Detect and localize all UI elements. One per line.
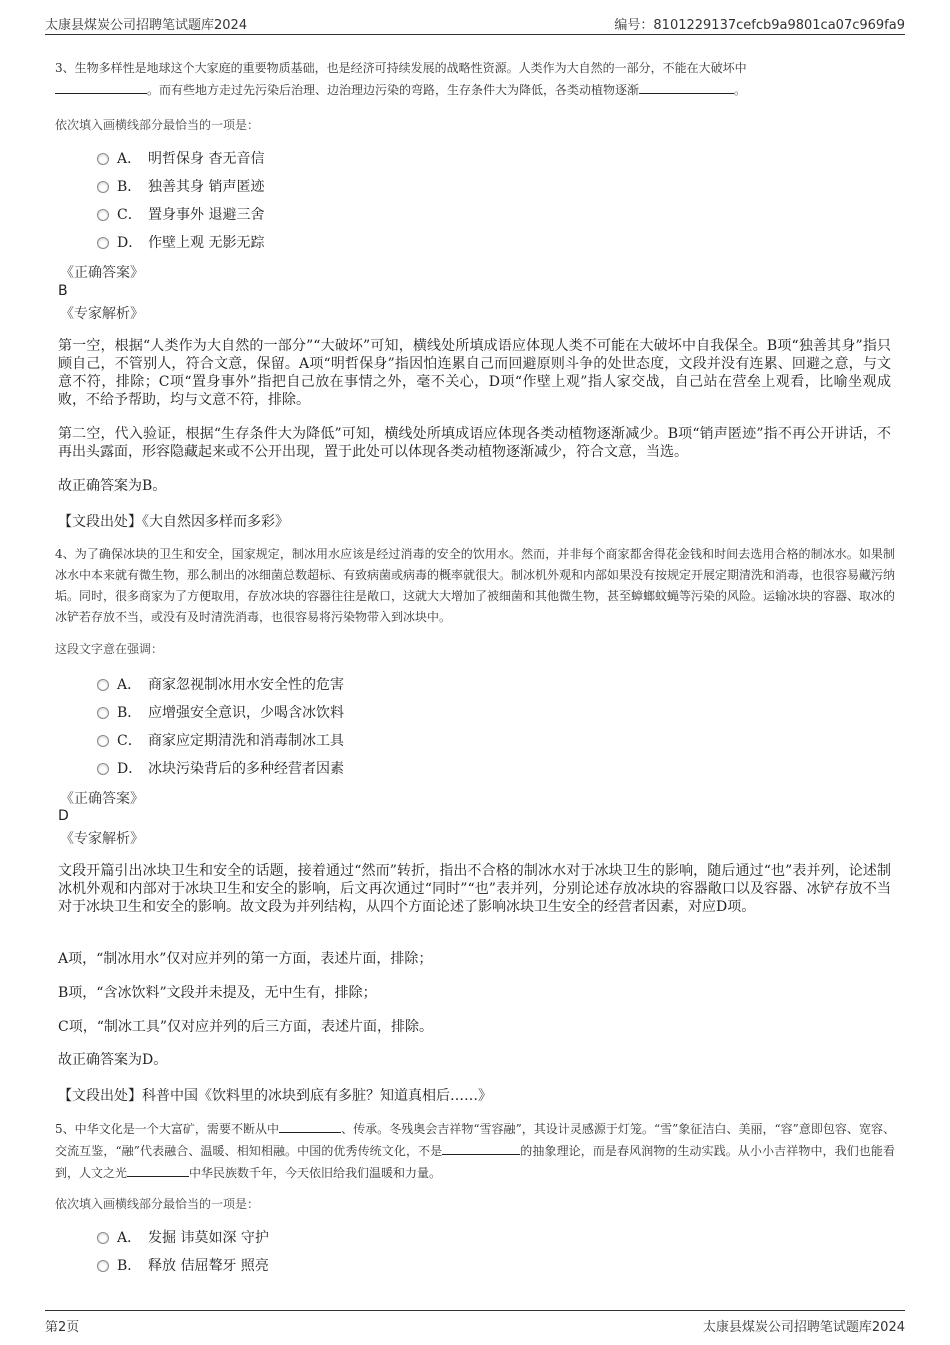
q4-analysis-para-1: 文段开篇引出冰块卫生和安全的话题，接着通过“然而”转折，指出不合格的制冰水对于冰块卫生的影响，随后通过“也”表并列，论述制冰机外观和内部对于冰块卫生和安全的影响，后文再次通过“同时”“也”表并列，分别论述存放冰块的容器敞口以及容器、冰铲存放不当对于冰块卫生和安全的影响。故文段为并列结构，从四个方面论述了影响冰块卫生安全的经营者因素，对应D项。 (58, 863, 891, 915)
q3-analysis-para-3: 故正确答案为B。 (58, 478, 167, 494)
header-code: 编号：8101229137cefcb9a9801ca07c969fa9 (614, 18, 905, 33)
q5-stem-part-b: 、传承。冬残奥会吉祥物“雪容融”，其设计灵感源于灯笼。“雪”象征洁白、美丽，“容”意即包容、宽容、交流互鉴，“融”代表融合、温暖、相知相融。中国的优秀传统文化，不是 (55, 1122, 896, 1158)
option-key: A． (117, 677, 142, 693)
q4-analysis-para-2: A项，“制冰用水”仅对应并列的第一方面，表述片面，排除； (58, 951, 433, 967)
q3-stem (55, 58, 895, 101)
option-text: 商家忽视制冰用水安全性的危害 (148, 677, 344, 693)
option-key: D． (117, 761, 143, 777)
option-key: B． (117, 705, 142, 721)
option-key: A． (117, 1230, 142, 1246)
q4-stem: 4、为了确保冰块的卫生和安全，国家规定，制冰用水应该是经过消毒的安全的饮用水。然而，并非每个商家都舍得花金钱和时间去选用合格的制冰水。如果制冰水中本来就有微生物，那么制出的冰细菌总数超标、有致病菌或病毒的概率就很大。制冰机外观和内部如果没有按规定开展定期清洗和消毒，也很容易藏污纳垢。同时，很多商家为了方便取用，存放冰块的容器往往是敞口，这就大大增加了被细菌和其他微生物，甚至蟑螂蚊蝇等污染的风险。运输冰块的容器、取冰的冰铲若存放不当，或没有及时清洗消毒，也很容易将污染物带入到冰块中。 (55, 547, 896, 624)
q5-blank-1 (279, 1118, 341, 1133)
page-footer (45, 1310, 905, 1335)
option-text: 商家应定期清洗和消毒制冰工具 (148, 733, 344, 749)
option-text: 明哲保身 杳无音信 (148, 151, 265, 167)
q4-prompt: 这段文字意在强调： (55, 642, 164, 656)
option-text: 独善其身 销声匿迹 (148, 179, 265, 195)
q5-stem-part-a: 5、中华文化是一个大富矿，需要不断从中 (55, 1122, 280, 1136)
q3-analysis-label: 《专家解析》 (60, 306, 144, 322)
q4-analysis-para-5: 故正确答案为D。 (58, 1052, 168, 1068)
option-text: 释放 佶屈聱牙 照亮 (148, 1258, 269, 1274)
option-key: C． (117, 733, 142, 749)
q4-analysis-para-4: C项，“制冰工具”仅对应并列的后三方面，表述片面，排除。 (58, 1019, 434, 1035)
radio-icon[interactable] (97, 181, 109, 193)
option-key: A． (117, 151, 142, 167)
radio-icon[interactable] (97, 763, 109, 775)
q4-analysis-para-3: B项，“含冰饮料”文段并未提及，无中生有，排除； (58, 985, 377, 1001)
q3-prompt: 依次填入画横线部分最恰当的一项是： (55, 118, 260, 132)
q3-analysis-para-2: 第二空，代入验证，根据“生存条件大为降低”可知，横线处所填成语应体现各类动植物逐渐减少。B项“销声匿迹”指不再公开讲话，不再出头露面，形容隐藏起来或不公开出现，置于此处可以体现各类动植物逐渐减少，符合文意，当选。 (58, 426, 891, 460)
option-text: 发掘 讳莫如深 守护 (148, 1230, 269, 1246)
option-text: 应增强安全意识，少喝含冰饮料 (148, 705, 344, 721)
q4-analysis-label: 《专家解析》 (60, 831, 144, 847)
q3-stem-part-c: 。 (734, 83, 747, 97)
option-key: D． (117, 235, 143, 251)
footer-title: 太康县煤炭公司招聘笔试题库2024 (702, 1320, 905, 1335)
radio-icon[interactable] (97, 209, 109, 221)
radio-icon[interactable] (97, 707, 109, 719)
q3-stem-part-b: 。而有些地方走过先污染后治理、边治理边污染的弯路，生存条件大为降低，各类动植物逐渐 (147, 83, 640, 97)
option-text: 置身事外 退避三舍 (148, 207, 265, 223)
q3-analysis-para-1: 第一空，根据“人类作为大自然的一部分”“大破坏”可知，横线处所填成语应体现人类不可能在大破坏中自我保全。B项“独善其身”指只顾自己，不管别人，符合文意，保留。A项“明哲保身”指因怕连累自己而回避原则斗争的处世态度，文段并没有连累、回避之意，与文意不符，排除；C项“置身事外”指把自己放在事情之外，毫不关心，D项“作壁上观”指人家交战，自己站在营垒上观看，比喻坐观成败，不给予帮助，均与文意不符，排除。 (58, 338, 891, 408)
option-key: B． (117, 1258, 142, 1274)
q3-stem-part-a: 3、生物多样性是地球这个大家庭的重要物质基础，也是经济可持续发展的战略性资源。人类作为大自然的一部分，不能在大破坏中 (55, 61, 747, 75)
page-header (45, 10, 905, 35)
radio-icon[interactable] (97, 679, 109, 691)
radio-icon[interactable] (97, 1232, 109, 1244)
option-text: 冰块污染背后的多种经营者因素 (148, 761, 344, 777)
q5-prompt: 依次填入画横线部分最恰当的一项是： (55, 1197, 260, 1211)
q3-answer-label: 《正确答案》 (60, 265, 144, 281)
q4-answer: D (58, 808, 69, 824)
radio-icon[interactable] (97, 153, 109, 165)
radio-icon[interactable] (97, 237, 109, 249)
q5-blank-2 (442, 1140, 520, 1155)
q5-blank-3 (127, 1162, 189, 1177)
q5-stem-part-d: 中华民族数千年，今天依旧给我们温暖和力量。 (189, 1166, 442, 1180)
q3-answer: B (58, 283, 68, 299)
q3-source: 【文段出处】《大自然因多样而多彩》 (58, 514, 289, 530)
q3-blank-2 (639, 79, 734, 94)
radio-icon[interactable] (97, 735, 109, 747)
option-key: B． (117, 179, 142, 195)
q4-source: 【文段出处】科普中国《饮料里的冰块到底有多脏？知道真相后……》 (58, 1088, 492, 1104)
q4-answer-label: 《正确答案》 (60, 791, 144, 807)
radio-icon[interactable] (97, 1260, 109, 1272)
page-number: 第2页 (45, 1320, 80, 1335)
q5-stem-part-c: 的抽象理论，而是春风润物的生动实践。从小小吉祥物中，我们也能看到，人文之光 (55, 1144, 895, 1180)
option-text: 作壁上观 无影无踪 (148, 235, 265, 251)
q3-blank-1 (55, 79, 147, 94)
q5-stem (55, 1118, 895, 1184)
header-title: 太康县煤炭公司招聘笔试题库2024 (45, 18, 248, 33)
option-key: C． (117, 207, 142, 223)
